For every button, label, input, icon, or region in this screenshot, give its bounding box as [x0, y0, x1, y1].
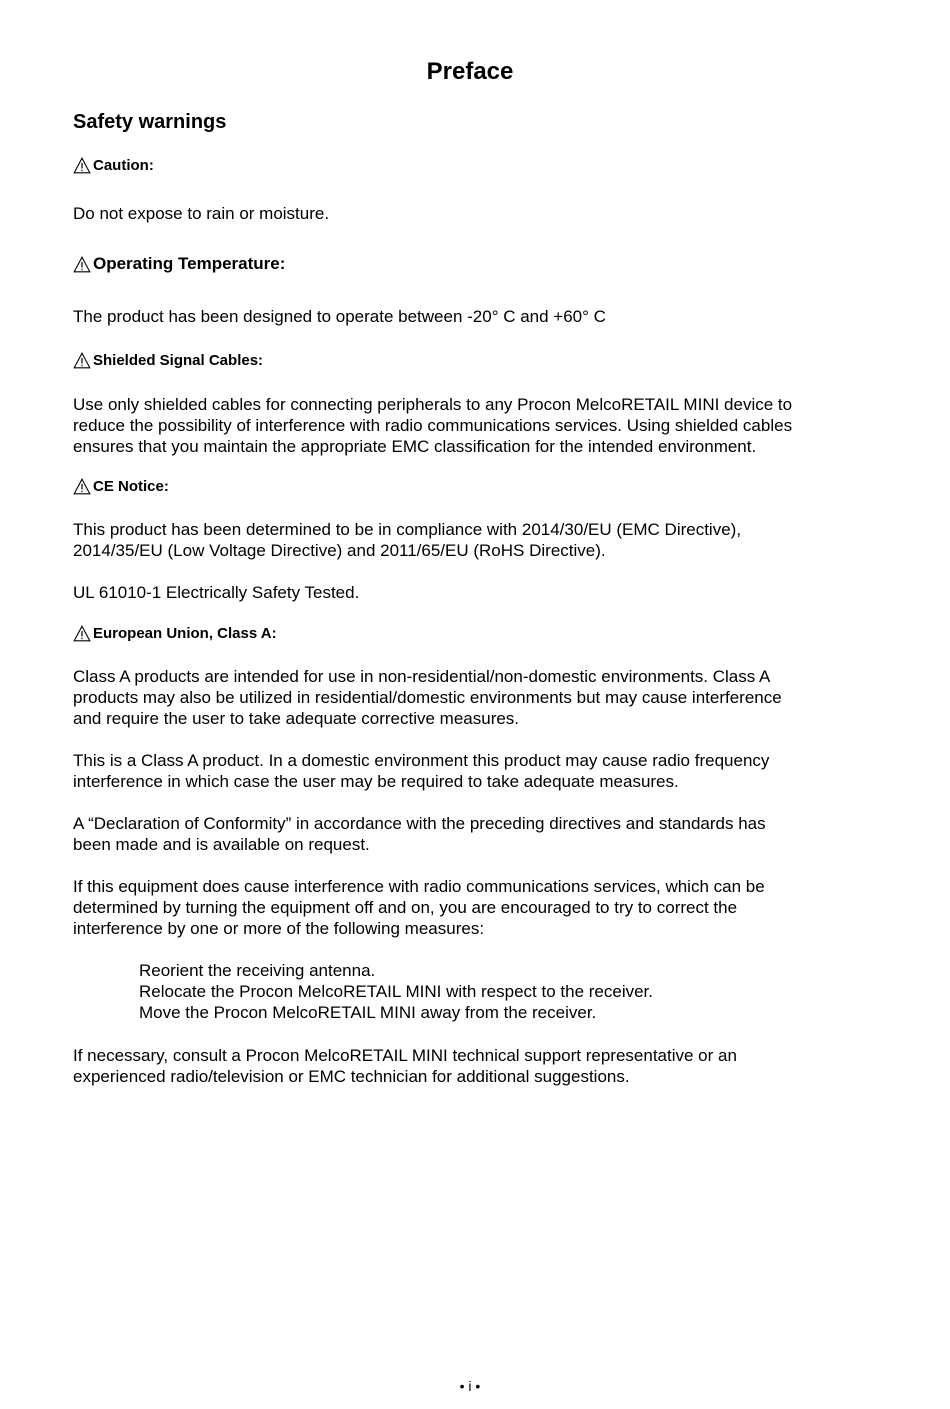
ul-text: UL 61010-1 Electrically Safety Tested.: [73, 583, 360, 602]
ce-notice-label: CE Notice:: [93, 478, 169, 495]
eu-class-a-paragraph-2: This is a Class A product. In a domestic environment this product may cause radio frequency interference in which case the user may be required to take adequate measures.: [73, 751, 770, 791]
section-heading: Safety warnings: [73, 111, 227, 133]
warning-triangle-icon: [73, 625, 91, 642]
warning-triangle-icon: [73, 256, 91, 273]
measure-item: Relocate the Procon MelcoRETAIL MINI with respect to the receiver.: [139, 982, 653, 1001]
operating-temperature-heading: [73, 254, 285, 274]
eu-class-a-paragraph-4: If this equipment does cause interference with radio communications services, which can be determined by turning the equipment off and on, you are encouraged to try to correct the interference by one or more of the following measures:: [73, 877, 765, 938]
page-number: • i •: [459, 1378, 481, 1394]
eu-class-a-paragraph-5: If necessary, consult a Procon MelcoRETAIL MINI technical support representative or an experienced radio/television or EMC technician for additional suggestions.: [73, 1046, 737, 1086]
operating-temperature-label: Operating Temperature:: [93, 254, 286, 273]
eu-class-a-heading: [73, 625, 277, 642]
caution-label: Caution:: [93, 157, 154, 174]
warning-triangle-icon: [73, 352, 91, 369]
eu-class-a-paragraph-1: Class A products are intended for use in non-residential/non-domestic environments. Class A products may also be utilized in residential/domestic environments but may cause interference and require the user to take adequate corrective measures.: [73, 667, 782, 728]
ce-notice-text: This product has been determined to be in compliance with 2014/30/EU (EMC Directive), 2014/35/EU (Low Voltage Directive) and 2011/65/EU (RoHS Directive).: [73, 520, 742, 560]
operating-temperature-text: The product has been designed to operate between -20° C and +60° C: [73, 307, 606, 326]
measure-item: Reorient the receiving antenna.: [139, 961, 376, 980]
measure-item: Move the Procon MelcoRETAIL MINI away from the receiver.: [139, 1003, 597, 1022]
eu-class-a-paragraph-3: A “Declaration of Conformity” in accordance with the preceding directives and standards has been made and is available on request.: [73, 814, 766, 854]
caution-text: Do not expose to rain or moisture.: [73, 204, 330, 223]
corrective-measures-list: [139, 960, 653, 1023]
warning-triangle-icon: [73, 478, 91, 495]
ce-notice-heading: [73, 478, 169, 495]
page-title: Preface: [426, 58, 514, 85]
warning-triangle-icon: [73, 157, 91, 174]
caution-heading: [73, 157, 154, 174]
shielded-cables-text: Use only shielded cables for connecting peripherals to any Procon MelcoRETAIL MINI device to reduce the possibility of interference with radio communications services. Using shielded cables ensures that you maintain the appropriate EMC classification for the intended environment.: [73, 395, 793, 456]
shielded-cables-label: Shielded Signal Cables:: [93, 352, 264, 369]
shielded-cables-heading: [73, 352, 263, 369]
eu-class-a-label: European Union, Class A:: [93, 625, 277, 642]
